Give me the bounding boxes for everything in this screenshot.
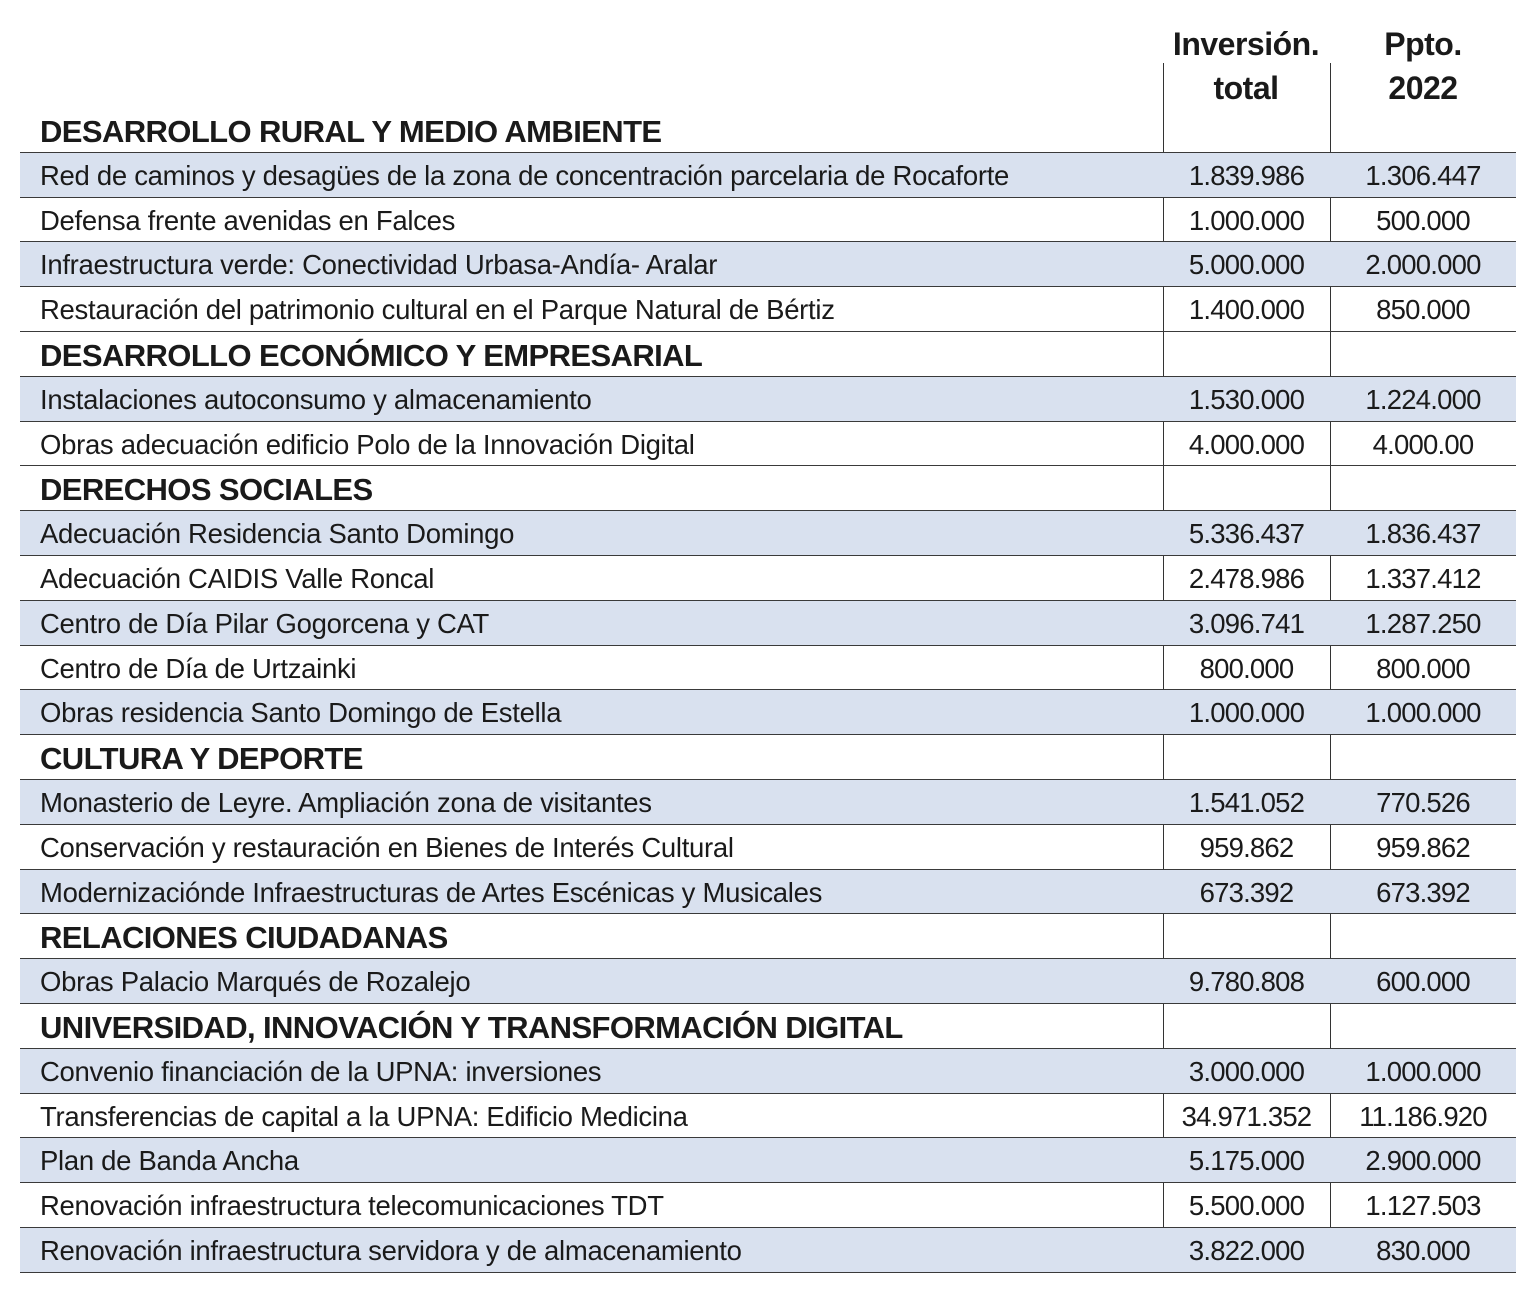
table-row [20, 377, 1516, 422]
cell-investment-total: 959.862 [1199, 831, 1294, 863]
cell-investment-total: 5.175.000 [1188, 1145, 1305, 1177]
cell-investment-total [1163, 332, 1330, 376]
table-row [20, 825, 1516, 870]
row-label: Centro de Día Pilar Gogorcena y CAT [40, 607, 490, 639]
cell-budget-2022: 673.392 [1376, 876, 1470, 908]
cell-investment-total: 1.400.000 [1188, 294, 1305, 326]
table-row [20, 1094, 1516, 1139]
row-label: Centro de Día de Urtzainki [40, 652, 357, 684]
cell-budget-2022: 600.000 [1376, 966, 1470, 998]
row-label: Modernizaciónde Infraestructuras de Artes Escénicas y Musicales [40, 876, 823, 908]
cell-budget-2022: 2.900.000 [1365, 1145, 1481, 1177]
cell-budget-2022: 959.862 [1376, 831, 1470, 863]
row-label: Obras adecuación edificio Polo de la Innovación Digital [40, 428, 695, 460]
section-header-row [20, 735, 1516, 780]
cell-budget-2022 [1330, 332, 1516, 376]
cell-investment-total: 4.000.000 [1188, 428, 1305, 460]
section-header-row [20, 108, 1516, 153]
cell-budget-2022: 4.000.00 [1372, 428, 1474, 460]
cell-investment-total: 5.500.000 [1188, 1190, 1305, 1222]
cell-investment-total: 673.392 [1199, 876, 1294, 908]
section-title: RELACIONES CIUDADANAS [40, 920, 448, 956]
cell-investment-total [1163, 466, 1330, 510]
row-label: Defensa frente avenidas en Falces [40, 204, 456, 236]
cell-budget-2022: 1.224.000 [1365, 383, 1481, 415]
cell-budget-2022: 800.000 [1376, 652, 1470, 684]
table-row [20, 511, 1516, 556]
table-row [20, 198, 1516, 243]
cell-budget-2022: 2.000.000 [1365, 249, 1481, 281]
cell-budget-2022: 500.000 [1376, 204, 1470, 236]
row-label: Renovación infraestructura telecomunicaciones TDT [40, 1190, 664, 1222]
section-title: UNIVERSIDAD, INNOVACIÓN Y TRANSFORMACIÓN DIGITAL [40, 1009, 903, 1045]
cell-investment-total [1163, 735, 1330, 779]
row-label: Red de caminos y desagües de la zona de concentración parcelaria de Rocaforte [40, 159, 1010, 191]
row-label: Instalaciones autoconsumo y almacenamiento [40, 383, 592, 415]
cell-budget-2022: 11.186.920 [1359, 1100, 1487, 1132]
row-label: Obras residencia Santo Domingo de Estella [40, 697, 562, 729]
cell-budget-2022: 1.000.000 [1365, 697, 1481, 729]
cell-budget-2022: 1.287.250 [1365, 607, 1481, 639]
header-budget-line2: 2022 [1388, 70, 1458, 106]
cell-investment-total [1163, 1004, 1330, 1048]
table-row [20, 1138, 1516, 1183]
section-title: DERECHOS SOCIALES [40, 472, 373, 508]
header-budget-2022 [1330, 22, 1516, 110]
table-row [20, 1183, 1516, 1228]
cell-budget-2022 [1330, 914, 1516, 958]
table-row [20, 1228, 1516, 1273]
cell-budget-2022: 770.526 [1376, 786, 1470, 818]
cell-budget-2022: 850.000 [1376, 294, 1470, 326]
cell-investment-total: 2.478.986 [1188, 562, 1305, 594]
cell-budget-2022: 830.000 [1376, 1234, 1470, 1266]
cell-budget-2022: 1.836.437 [1365, 518, 1481, 550]
table-row [20, 690, 1516, 735]
table-row [20, 959, 1516, 1004]
table-row [20, 780, 1516, 825]
row-label: Monasterio de Leyre. Ampliación zona de visitantes [40, 786, 652, 818]
table-row [20, 422, 1516, 467]
row-label: Obras Palacio Marqués de Rozalejo [40, 966, 471, 998]
row-label: Infraestructura verde: Conectividad Urbasa-Andía- Aralar [40, 249, 718, 281]
row-label: Convenio financiación de la UPNA: inversiones [40, 1055, 602, 1087]
table-row [20, 287, 1516, 332]
row-label: Renovación infraestructura servidora y de almacenamiento [40, 1234, 742, 1266]
section-header-row [20, 914, 1516, 959]
section-header-row [20, 1004, 1516, 1049]
section-header-row [20, 332, 1516, 377]
section-title: CULTURA Y DEPORTE [40, 741, 363, 777]
section-title: DESARROLLO ECONÓMICO Y EMPRESARIAL [40, 337, 703, 373]
table-row [20, 153, 1516, 198]
table-row [20, 870, 1516, 915]
row-label: Conservación y restauración en Bienes de Interés Cultural [40, 831, 734, 863]
row-label: Adecuación CAIDIS Valle Roncal [40, 562, 435, 594]
cell-investment-total [1163, 108, 1330, 152]
cell-investment-total: 34.971.352 [1181, 1100, 1312, 1132]
cell-investment-total: 1.000.000 [1188, 204, 1305, 236]
row-label: Adecuación Residencia Santo Domingo [40, 518, 515, 550]
cell-investment-total [1163, 914, 1330, 958]
cell-investment-total: 800.000 [1199, 652, 1294, 684]
header-investment-line2: total [1213, 70, 1279, 106]
cell-investment-total: 1.000.000 [1188, 697, 1305, 729]
cell-investment-total: 1.530.000 [1188, 383, 1305, 415]
cell-investment-total: 3.000.000 [1188, 1055, 1305, 1087]
cell-budget-2022: 1.000.000 [1365, 1055, 1481, 1087]
cell-investment-total: 1.839.986 [1188, 159, 1305, 191]
table-body [20, 108, 1516, 1273]
cell-investment-total: 9.780.808 [1188, 966, 1305, 998]
table-row [20, 556, 1516, 601]
table-row [20, 1049, 1516, 1094]
row-label: Restauración del patrimonio cultural en el Parque Natural de Bértiz [40, 294, 835, 326]
table-row [20, 646, 1516, 691]
table-row [20, 242, 1516, 287]
cell-budget-2022 [1330, 108, 1516, 152]
row-label: Transferencias de capital a la UPNA: Edificio Medicina [40, 1100, 688, 1132]
section-header-row [20, 466, 1516, 511]
cell-investment-total: 3.096.741 [1188, 607, 1305, 639]
header-investment-total [1162, 22, 1330, 110]
cell-investment-total: 5.336.437 [1188, 518, 1305, 550]
section-title: DESARROLLO RURAL Y MEDIO AMBIENTE [40, 114, 662, 149]
header-budget-line1: Ppto. [1384, 26, 1462, 62]
cell-budget-2022: 1.306.447 [1365, 159, 1481, 191]
cell-budget-2022 [1330, 735, 1516, 779]
header-investment-line1: Inversión. [1172, 26, 1320, 62]
cell-investment-total: 5.000.000 [1188, 249, 1305, 281]
row-label: Plan de Banda Ancha [40, 1145, 299, 1177]
cell-budget-2022 [1330, 1004, 1516, 1048]
cell-budget-2022 [1330, 466, 1516, 510]
cell-budget-2022: 1.337.412 [1365, 562, 1481, 594]
table-row [20, 601, 1516, 646]
cell-investment-total: 3.822.000 [1188, 1234, 1305, 1266]
cell-investment-total: 1.541.052 [1188, 786, 1305, 818]
cell-budget-2022: 1.127.503 [1365, 1190, 1481, 1222]
